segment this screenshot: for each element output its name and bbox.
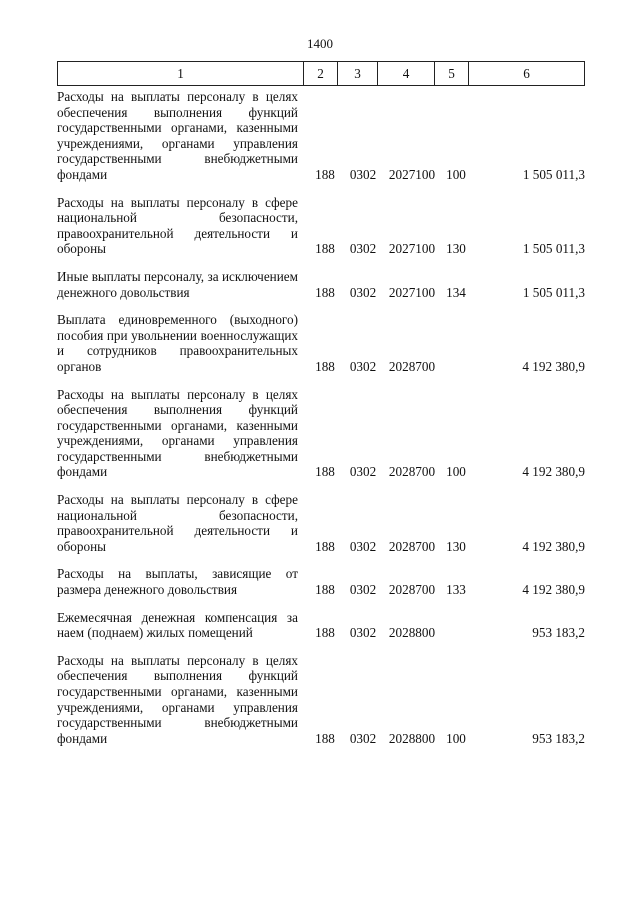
table-row [57, 387, 585, 481]
table-header [57, 61, 585, 86]
row-description: Расходы на выплаты персоналу в целях обеспечения выполнения функций государственными органами, казенными учреждениями, органами управления государственными внебюджетными фондами [57, 652, 298, 746]
row-admin-code: 188 [315, 538, 335, 554]
row-admin-code: 188 [315, 730, 335, 746]
row-amount: 1 505 011,3 [522, 166, 585, 182]
row-expense-type: 100 [446, 730, 466, 746]
row-target-code: 2028700 [388, 538, 436, 554]
header-col-5: 5 [434, 62, 468, 85]
table-row [57, 269, 585, 300]
row-description: Расходы на выплаты персоналу в сфере национальной безопасности, правоохранительной деятельности и обороны [57, 194, 298, 257]
row-description: Ежемесячная денежная компенсация за наем (поднаем) жилых помещений [57, 609, 298, 641]
table-row [57, 89, 585, 183]
row-description: Расходы на выплаты персоналу в целях обеспечения выполнения функций государственными органами, казенными учреждениями, органами управления государственными внебюджетными фондами [57, 89, 298, 182]
row-amount: 4 192 380,9 [522, 582, 585, 598]
header-col-2: 2 [303, 62, 337, 85]
row-expense-type: 130 [446, 241, 466, 257]
row-target-code: 2028700 [388, 464, 436, 480]
row-section-code: 0302 [349, 284, 377, 300]
row-expense-type: 130 [446, 538, 466, 554]
row-expense-type: 133 [446, 582, 466, 598]
row-description: Выплата единовременного (выходного) пособия при увольнении военнослужащих и сотрудников правоохранительных органов [57, 312, 298, 374]
row-admin-code: 188 [315, 166, 335, 182]
row-admin-code: 188 [315, 582, 335, 598]
row-expense-type: 134 [446, 284, 466, 300]
row-amount: 4 192 380,9 [522, 538, 585, 554]
table-row [57, 312, 585, 374]
row-target-code: 2028700 [388, 358, 436, 374]
row-admin-code: 188 [315, 625, 335, 641]
row-target-code: 2027100 [388, 284, 436, 300]
row-section-code: 0302 [349, 538, 377, 554]
row-section-code: 0302 [349, 730, 377, 746]
table-row [57, 566, 585, 597]
row-target-code: 2028800 [388, 625, 436, 641]
row-amount: 4 192 380,9 [522, 358, 585, 374]
row-amount: 1 505 011,3 [522, 284, 585, 300]
row-target-code: 2027100 [388, 241, 436, 257]
table-row [57, 610, 585, 641]
row-amount: 1 505 011,3 [522, 241, 585, 257]
row-expense-type: 100 [446, 464, 466, 480]
table-row [57, 653, 585, 747]
table-body [57, 89, 585, 758]
row-description: Расходы на выплаты, зависящие от размера денежного довольствия [57, 566, 298, 598]
row-admin-code: 188 [315, 464, 335, 480]
row-target-code: 2028800 [388, 730, 436, 746]
row-description: Расходы на выплаты персоналу в целях обеспечения выполнения функций государственными органами, казенными учреждениями, органами управления государственными внебюджетными фондами [57, 386, 298, 480]
row-section-code: 0302 [349, 464, 377, 480]
row-description: Расходы на выплаты персоналу в сфере национальной безопасности, правоохранительной деятельности и обороны [57, 492, 298, 554]
row-amount: 4 192 380,9 [522, 464, 585, 480]
header-col-3: 3 [337, 62, 377, 85]
row-section-code: 0302 [349, 582, 377, 598]
row-section-code: 0302 [349, 358, 377, 374]
header-col-6: 6 [468, 62, 584, 85]
page-number: 1400 [307, 36, 333, 51]
row-section-code: 0302 [349, 625, 377, 641]
row-admin-code: 188 [315, 358, 335, 374]
row-section-code: 0302 [349, 166, 377, 182]
row-expense-type: 100 [446, 166, 466, 182]
row-section-code: 0302 [349, 241, 377, 257]
row-target-code: 2027100 [388, 166, 436, 182]
row-description: Иные выплаты персоналу, за исключением денежного довольствия [57, 268, 298, 300]
row-admin-code: 188 [315, 284, 335, 300]
header-col-4: 4 [377, 62, 434, 85]
row-amount: 953 183,2 [532, 625, 585, 641]
table-row [57, 195, 585, 257]
header-col-1: 1 [177, 65, 184, 81]
table-row [57, 492, 585, 554]
row-amount: 953 183,2 [532, 730, 585, 746]
row-target-code: 2028700 [388, 582, 436, 598]
row-admin-code: 188 [315, 241, 335, 257]
